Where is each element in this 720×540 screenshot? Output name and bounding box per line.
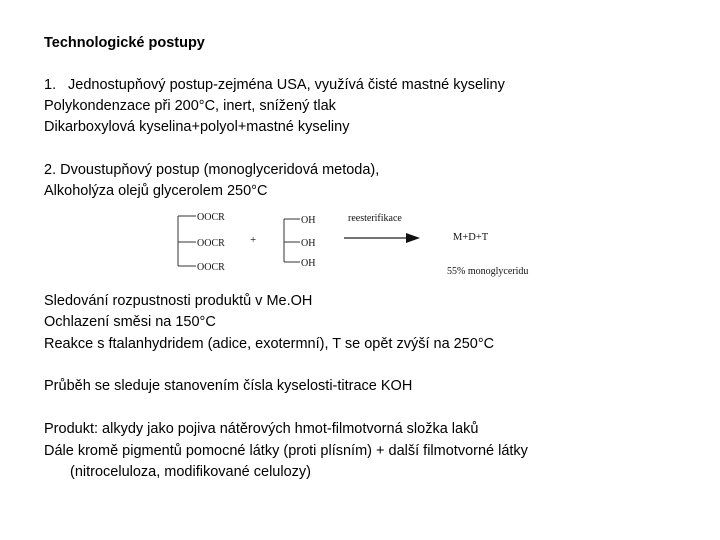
- section1-heading-text: Jednostupňový postup-zejména USA, využívá čisté mastné kyseliny: [68, 77, 505, 93]
- reactant2-group: OH: [301, 238, 316, 249]
- arrow-head-icon: [406, 233, 420, 243]
- page-title: Technologické postupy: [44, 35, 205, 51]
- reactant1-group: OOCR: [197, 262, 225, 273]
- product-note: 55% monoglyceridu: [447, 266, 529, 277]
- triglyceride-structure: [178, 216, 196, 266]
- glycerol-structure: [284, 219, 300, 262]
- product-label: M+D+T: [453, 232, 489, 243]
- section1-number: 1.: [44, 77, 57, 93]
- reactant1-group: OOCR: [197, 238, 225, 249]
- section2-line2: Alkoholýza olejů glycerolem 250°C: [44, 183, 268, 199]
- plus-sign: +: [250, 234, 257, 246]
- reaction-scheme: [168, 206, 558, 280]
- section1-heading: [44, 76, 505, 95]
- section3-line3: Reakce s ftalanhydridem (adice, exotermní), T se opět zvýší na 250°C: [44, 336, 495, 352]
- section2-heading: 2. Dvoustupňový postup (monoglyceridová metoda),: [44, 162, 380, 178]
- reactant1-group: OOCR: [197, 212, 225, 223]
- section5-line3: (nitroceluloza, modifikované celulozy): [70, 464, 311, 480]
- section4-line1: Průběh se sleduje stanovením čísla kyselosti-titrace KOH: [44, 378, 413, 394]
- reactant2-group: OH: [301, 215, 316, 226]
- reactant2-group: OH: [301, 258, 316, 269]
- section5-line2: Dále kromě pigmentů pomocné látky (proti plísním) + další filmotvorné látky: [44, 443, 528, 459]
- section1-line3: Dikarboxylová kyselina+polyol+mastné kyseliny: [44, 119, 350, 135]
- section5-line1: Produkt: alkydy jako pojiva nátěrových hmot-filmotvorná složka laků: [44, 421, 479, 437]
- section1-line2: Polykondenzace při 200°C, inert, snížený tlak: [44, 98, 336, 114]
- section3-line1: Sledování rozpustnosti produktů v Me.OH: [44, 293, 313, 309]
- arrow-label: reesterifikace: [348, 213, 402, 224]
- section3-line2: Ochlazení směsi na 150°C: [44, 314, 216, 330]
